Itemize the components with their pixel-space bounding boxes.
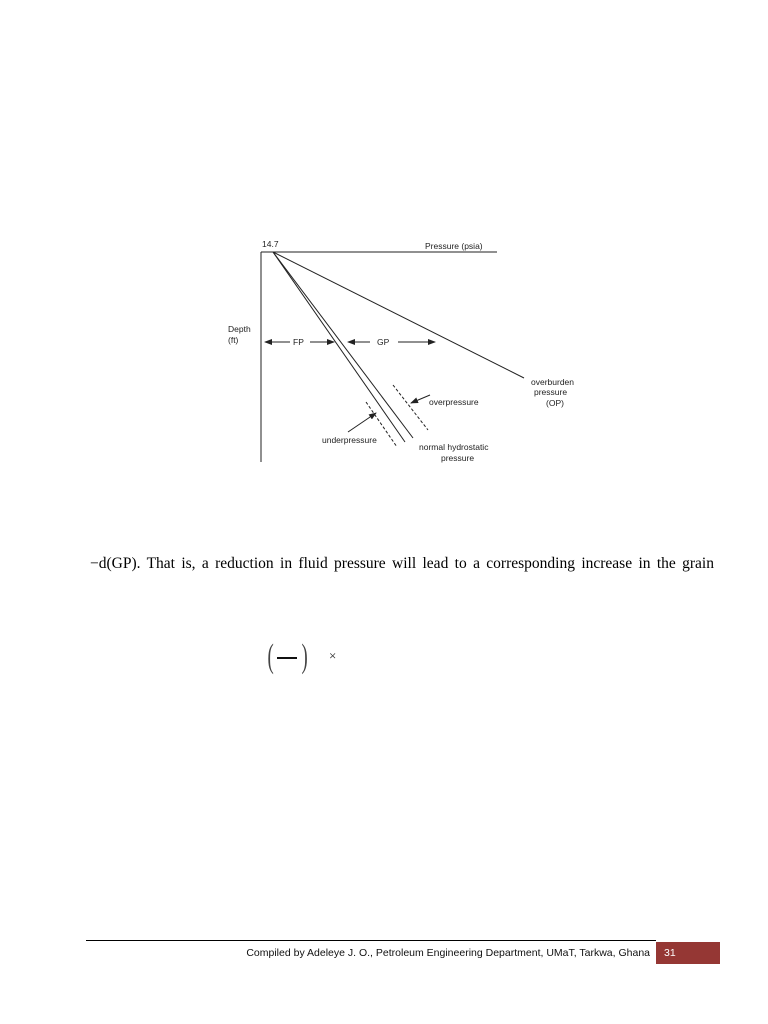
formula-left-paren: ( — [267, 638, 274, 675]
x-axis-label: Pressure (psia) — [425, 241, 483, 251]
overburden-label-line1: overburden — [531, 377, 575, 387]
overburden-label-line2: pressure — [534, 387, 568, 397]
overburden-pressure-line — [273, 252, 524, 378]
fp-label: FP — [293, 337, 304, 347]
underpressure-label: underpressure — [322, 435, 377, 445]
overpressure-label: overpressure — [429, 397, 479, 407]
overpressure-pointer — [411, 395, 430, 403]
hydrostatic-label-line1: normal hydrostatic — [419, 442, 489, 452]
overburden-label-line3: (OP) — [546, 398, 564, 408]
gp-label: GP — [377, 337, 390, 347]
y-axis-label-line1: Depth — [228, 324, 251, 334]
underpressure-pointer — [348, 413, 376, 432]
hydrostatic-label-line2: pressure — [441, 453, 475, 463]
footer-credit: Compiled by Adeleye J. O., Petroleum Engineering Department, UMaT, Tarkwa, Ghana — [246, 947, 650, 959]
footer-rule — [86, 940, 656, 941]
body-text-line: −d(GP). That is, a reduction in fluid pressure will lead to a corresponding increase in the grain — [90, 555, 714, 572]
page-number-badge: 31 — [656, 942, 720, 964]
normal-hydrostatic-line-1 — [273, 252, 405, 442]
overpressure-line — [393, 385, 428, 430]
origin-label: 14.7 — [262, 239, 279, 249]
formula-right-paren: ) — [301, 638, 308, 675]
formula-fraction-bar — [277, 657, 297, 659]
y-axis-label-line2: (ft) — [228, 335, 239, 345]
formula-times-sign: × — [329, 648, 337, 663]
